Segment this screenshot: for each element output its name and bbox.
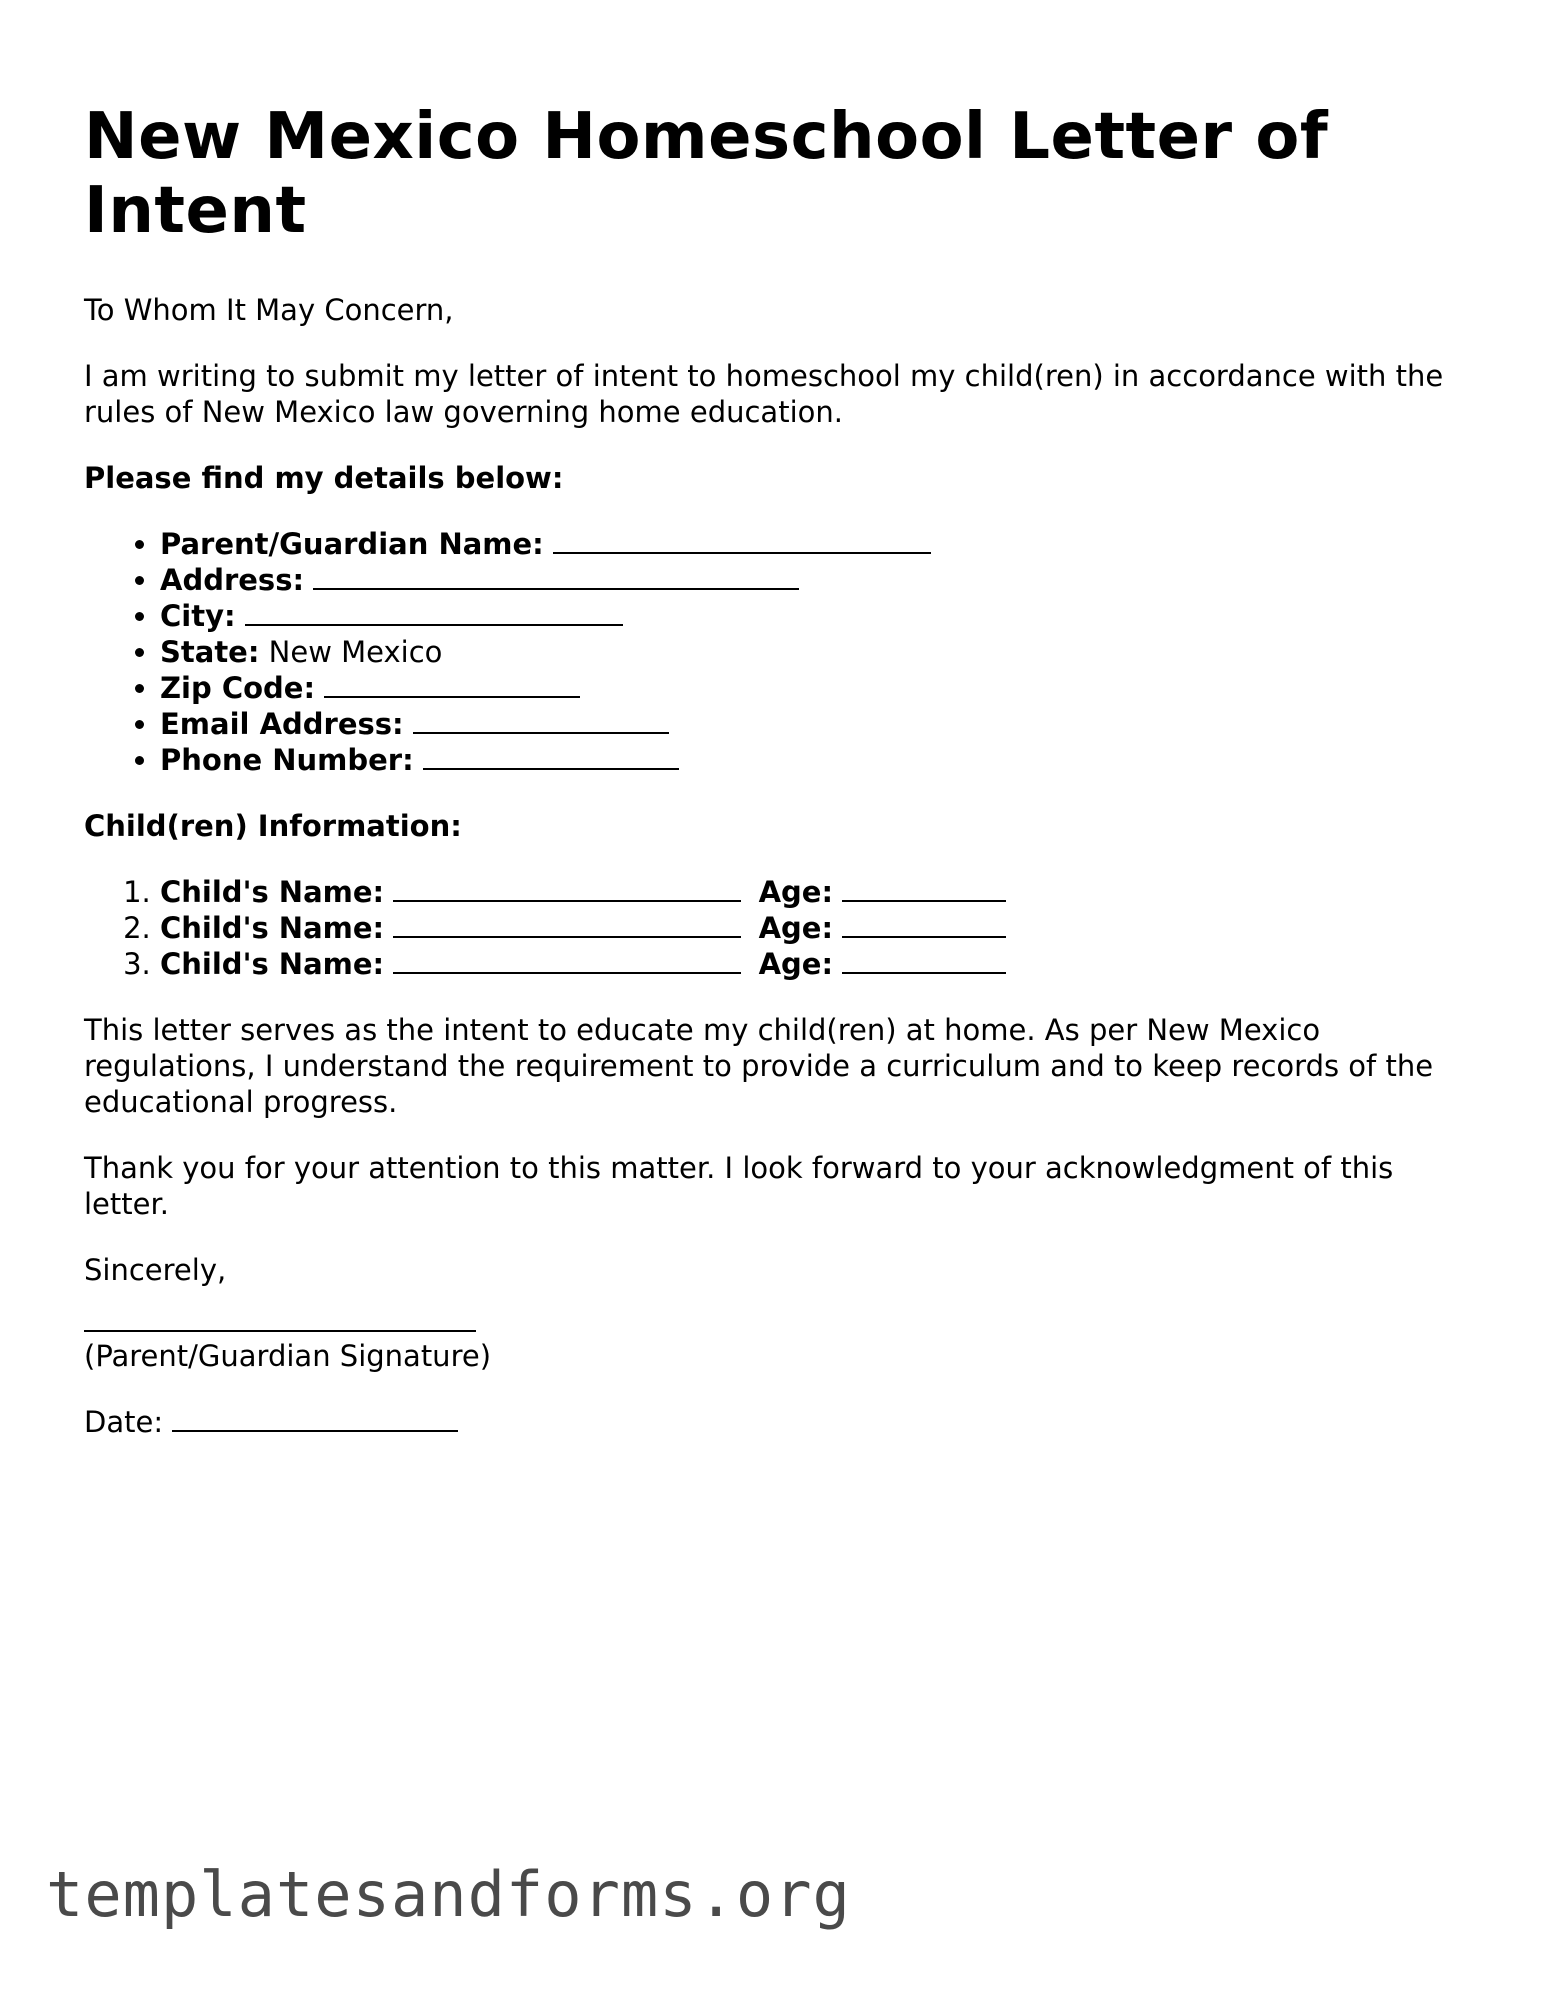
detail-label: Parent/Guardian Name: bbox=[160, 527, 544, 561]
children-list bbox=[84, 874, 1464, 982]
signature-caption: (Parent/Guardian Signature) bbox=[84, 1339, 492, 1373]
child-entry bbox=[160, 874, 1464, 910]
details-heading: Please find my details below: bbox=[84, 461, 564, 495]
intro-paragraph: I am writing to submit my letter of intent to homeschool my child(ren) in accordance with the rules of New Mexico law governing home education. bbox=[84, 359, 1444, 429]
parent-name-field[interactable] bbox=[553, 526, 931, 554]
signature-field[interactable] bbox=[84, 1330, 476, 1332]
date-field[interactable] bbox=[172, 1404, 458, 1432]
child-name-label: Child's Name: bbox=[160, 911, 385, 945]
address-field[interactable] bbox=[313, 562, 799, 590]
date-line bbox=[84, 1404, 1464, 1440]
letter-page bbox=[84, 100, 1464, 1440]
statement-paragraph: This letter serves as the intent to educate my child(ren) at home. As per New Mexico regulations, I understand the requirement to provide a curriculum and to keep records of the educational progress. bbox=[84, 1013, 1434, 1119]
city-field[interactable] bbox=[245, 598, 623, 626]
child-name-field[interactable] bbox=[393, 910, 741, 938]
child-name-label: Child's Name: bbox=[160, 875, 385, 909]
detail-state bbox=[160, 634, 1464, 670]
closing: Sincerely, bbox=[84, 1253, 227, 1287]
detail-label: State: bbox=[160, 635, 260, 669]
detail-city bbox=[160, 598, 1464, 634]
children-heading: Child(ren) Information: bbox=[84, 809, 462, 843]
child-age-label: Age: bbox=[758, 911, 834, 945]
child-name-field[interactable] bbox=[393, 946, 741, 974]
date-label: Date: bbox=[84, 1405, 164, 1439]
phone-field[interactable] bbox=[423, 742, 679, 770]
thanks-paragraph: Thank you for your attention to this matter. I look forward to your acknowledgment of this letter. bbox=[84, 1151, 1394, 1221]
child-age-field[interactable] bbox=[842, 874, 1006, 902]
state-value: New Mexico bbox=[268, 635, 443, 669]
detail-label: Zip Code: bbox=[160, 671, 316, 705]
child-age-label: Age: bbox=[758, 875, 834, 909]
child-entry bbox=[160, 910, 1464, 946]
detail-address bbox=[160, 562, 1464, 598]
detail-parent-name bbox=[160, 526, 1464, 562]
child-age-field[interactable] bbox=[842, 910, 1006, 938]
greeting: To Whom It May Concern, bbox=[84, 293, 454, 327]
detail-phone bbox=[160, 742, 1464, 778]
detail-label: Email Address: bbox=[160, 707, 404, 741]
child-age-field[interactable] bbox=[842, 946, 1006, 974]
detail-label: Phone Number: bbox=[160, 743, 414, 777]
child-age-label: Age: bbox=[758, 947, 834, 981]
detail-label: City: bbox=[160, 599, 236, 633]
child-entry bbox=[160, 946, 1464, 982]
child-name-field[interactable] bbox=[393, 874, 741, 902]
page-title: New Mexico Homeschool Letter of Intent bbox=[84, 100, 1329, 248]
watermark: templatesandforms.org bbox=[46, 1858, 851, 1931]
zip-code-field[interactable] bbox=[324, 670, 580, 698]
detail-email bbox=[160, 706, 1464, 742]
email-field[interactable] bbox=[413, 706, 669, 734]
detail-label: Address: bbox=[160, 563, 305, 597]
details-list bbox=[84, 526, 1464, 778]
child-name-label: Child's Name: bbox=[160, 947, 385, 981]
detail-zip bbox=[160, 670, 1464, 706]
